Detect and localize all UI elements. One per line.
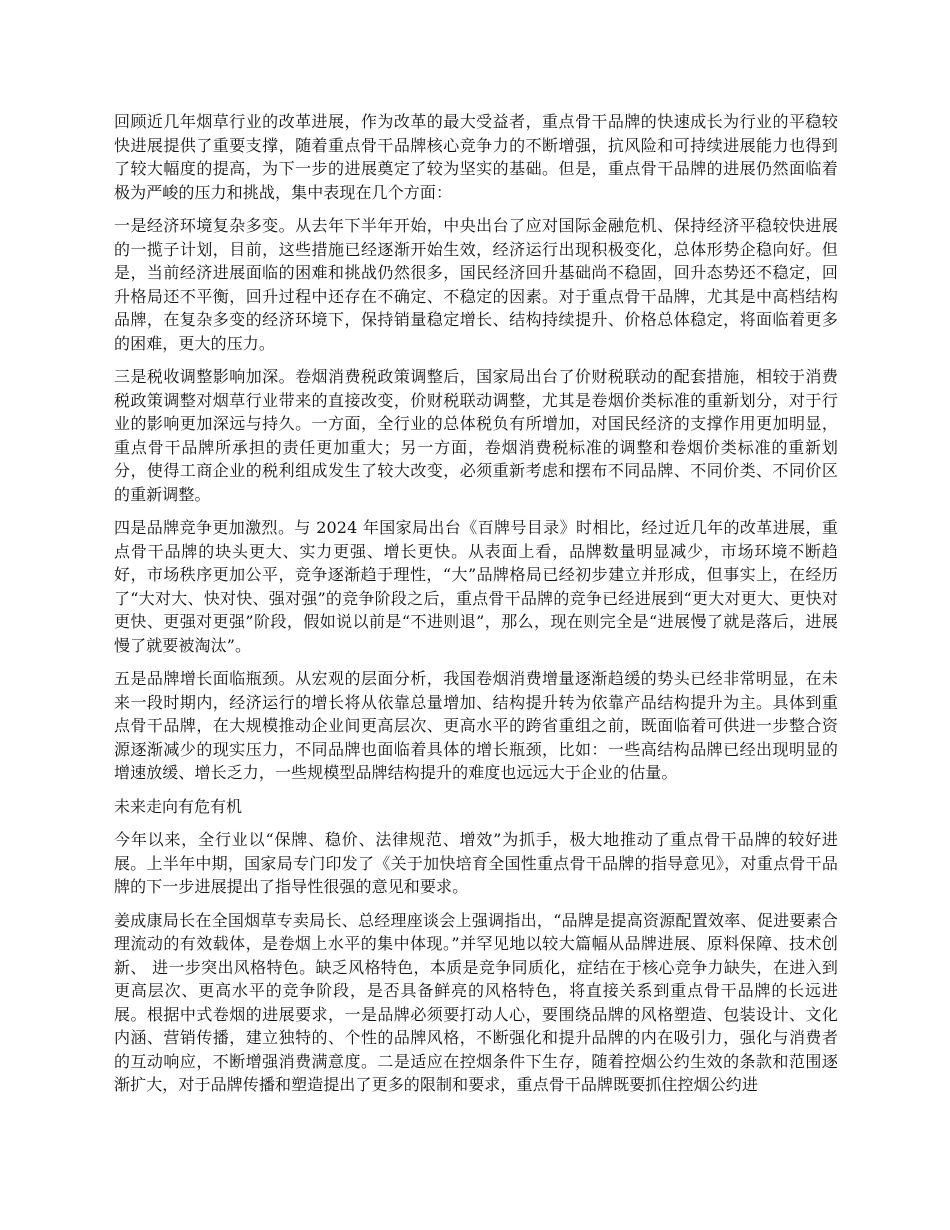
document-body xyxy=(114,110,838,1107)
paragraph-growth-bottleneck: 五是品牌增长面临瓶颈。从宏观的层面分析，我国卷烟消费增量逐渐趋缓的势头已经非常明显，在未来一段时期内，经济运行的增长将从依靠总量增加、结构提升转为依靠产品结构提升为主。具体到重点骨干品牌，在大规模推动企业间更高层次、更高水平的跨省重组之前，既面临着可供进一步整合资源逐渐减少的现实压力，不同品牌也面临着具体的增长瓶颈，比如：一些高结构品牌已经出现明显的增速放缓、增长乏力，一些规模型品牌结构提升的难度也远远大于企业的估量。 xyxy=(114,669,838,782)
paragraph-economic-environment: 一是经济环境复杂多变。从去年下半年开始，中央出台了应对国际金融危机、保持经济平稳较快进展的一揽子计划，目前，这些措施已经逐渐开始生效，经济运行出现积极变化，总体形势企稳向好。但是，当前经济进展面临的困难和挑战仍然很多，国民经济回升基础尚不稳固，回升态势还不稳定，回升格局还不平衡，回升过程中还存在不确定、不稳定的因素。对于重点骨干品牌，尤其是中高档结构品牌，在复杂多变的经济环境下，保持销量稳定增长、结构持续提升、价格总体稳定，将面临着更多的困难，更大的压力。 xyxy=(114,216,838,353)
paragraph-director-speech: 姜成康局长在全国烟草专卖局长、总经理座谈会上强调指出，“品牌是提高资源配置效率、促进要素合理流动的有效载体，是卷烟上水平的集中体现。”并罕见地以较大篇幅从品牌进展、原料保障、技术创新、 进一步突出风格特色。缺乏风格特色，本质是竞争同质化，症结在于核心竞争力缺失，在进入到更高层次、更高水平的竞争阶段，是否具备鲜亮的风格特色，将直接关系到重点骨干品牌的长远进展。根据中式卷烟的进展要求，一是品牌必须要打动人心，要围绕品牌的风格塑造、包装设计、文化内涵、营销传播，建立独特的、个性的品牌风格，不断强化和提升品牌的内在吸引力，强化与消费者的互动响应，不断增强消费满意度。二是适应在控烟条件下生存，随着控烟公约生效的条款和范围逐渐扩大，对于品牌传播和塑造提出了更多的限制和要求，重点骨干品牌既要抓住控烟公约进 xyxy=(114,910,838,1094)
section-heading: 未来走向有危有机 xyxy=(114,796,243,816)
paragraph-intro: 回顾近几年烟草行业的改革进展，作为改革的最大受益者，重点骨干品牌的快速成长为行业的平稳较快进展提供了重要支撑，随着重点骨干品牌核心竞争力的不断增强，抗风险和可持续进展能力也得到了较大幅度的提高，为下一步的进展奠定了较为坚实的基础。但是，重点骨干品牌的进展仍然面临着极为严峻的压力和挑战，集中表现在几个方面： xyxy=(114,112,838,202)
paragraph-brand-competition: 四是品牌竞争更加激烈。与 2024 年国家局出台《百牌号目录》时相比，经过近几年的改革进展，重点骨干品牌的块头更大、实力更强、增长更快。从表面上看，品牌数量明显减少，市场环境不断趋好，市场秩序更加公平，竞争逐渐趋于理性，“大”品牌格局已经初步建立并形成，但事实上，在经历了“大对大、快对快、强对强”的竞争阶段之后，重点骨干品牌的竞争已经进展到“更大对更大、更快对更快、更强对更强”阶段，假如说以前是“不进则退”，那么，现在则完全是“进展慢了就是落后，进展慢了就要被淘汰”。 xyxy=(114,518,838,655)
paragraph-this-year: 今年以来，全行业以“保牌、稳价、法律规范、增效”为抓手，极大地推动了重点骨干品牌的较好进展。上半年中期，国家局专门印发了《关于加快培育全国性重点骨干品牌的指导意见》，对重点骨干品牌的下一步进展提出了指导性很强的意见和要求。 xyxy=(114,830,838,896)
paragraph-tax-adjustment: 三是税收调整影响加深。卷烟消费税政策调整后，国家局出台了价财税联动的配套措施，相较于消费税政策调整对烟草行业带来的直接改变，价财税联动调整，尤其是卷烟价类标准的重新划分，对于行业的影响更加深远与持久。一方面，全行业的总体税负有所增加，对国民经济的支撑作用更加明显，重点骨干品牌所承担的责任更加重大；另一方面，卷烟消费税标准的调整和卷烟价类标准的重新划分，使得工商企业的税利组成发生了较大改变，必须重新考虑和摆布不同品牌、不同价类、不同价区的重新调整。 xyxy=(114,367,838,504)
